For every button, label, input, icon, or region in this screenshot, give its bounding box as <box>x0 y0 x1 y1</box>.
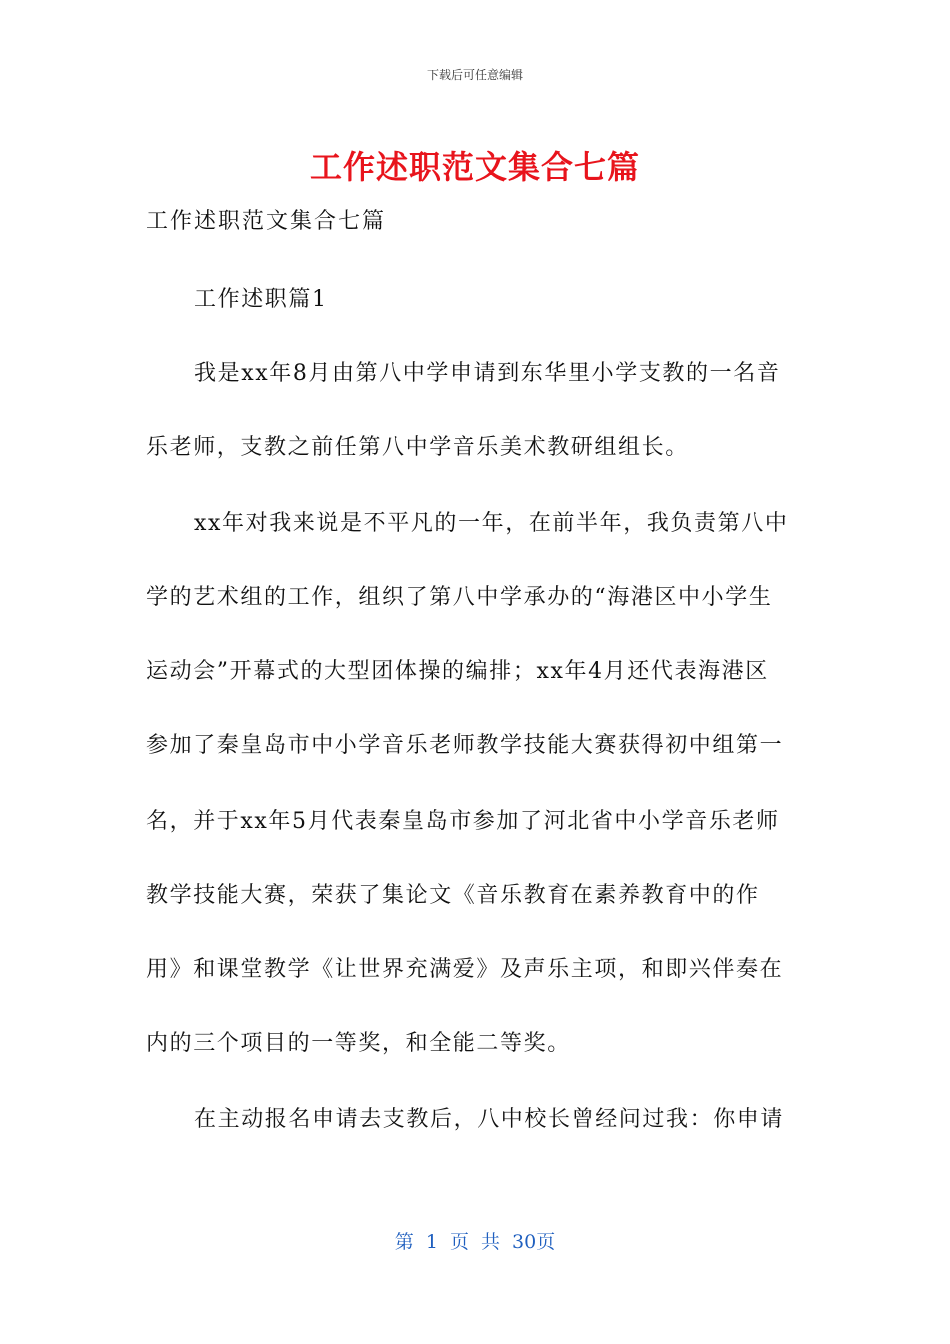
paragraph-line: 我是xx年8月由第八中学申请到东华里小学支教的一名音 <box>194 361 781 386</box>
paragraph-line: 运动会”开幕式的大型团体操的编排；xx年4月还代表海港区 <box>146 659 769 684</box>
paragraph-line: 参加了秦皇岛市中小学音乐老师教学技能大赛获得初中组第一 <box>146 733 784 758</box>
document-subtitle: 工作述职范文集合七篇 <box>146 209 387 234</box>
paragraph-line: 学的艺术组的工作，组织了第八中学承办的“海港区中小学生 <box>146 585 773 610</box>
document-title: 工作述职范文集合七篇 <box>309 148 640 186</box>
header-note: 下载后可任意编辑 <box>426 68 523 82</box>
paragraph-line: 用》和课堂教学《让世界充满爱》及声乐主项，和即兴伴奏在 <box>146 957 784 982</box>
paragraph-line: 教学技能大赛，荣获了集论文《音乐教育在素养教育中的作 <box>146 883 760 908</box>
paragraph-line: xx年对我来说是不平凡的一年，在前半年，我负责第八中 <box>194 511 789 536</box>
paragraph-line: 内的三个项目的一等奖，和全能二等奖。 <box>146 1031 571 1056</box>
paragraph-line: 乐老师，支教之前任第八中学音乐美术教研组组长。 <box>146 435 689 460</box>
paragraph-line: 在主动报名申请去支教后，八中校长曾经问过我：你申请 <box>194 1107 785 1132</box>
paragraph-line: 名，并于xx年5月代表秦皇岛市参加了河北省中小学音乐老师 <box>146 809 780 834</box>
section-heading: 工作述职篇1 <box>194 287 328 312</box>
page-number-footer: 第 1 页 共 30页 <box>394 1231 556 1253</box>
